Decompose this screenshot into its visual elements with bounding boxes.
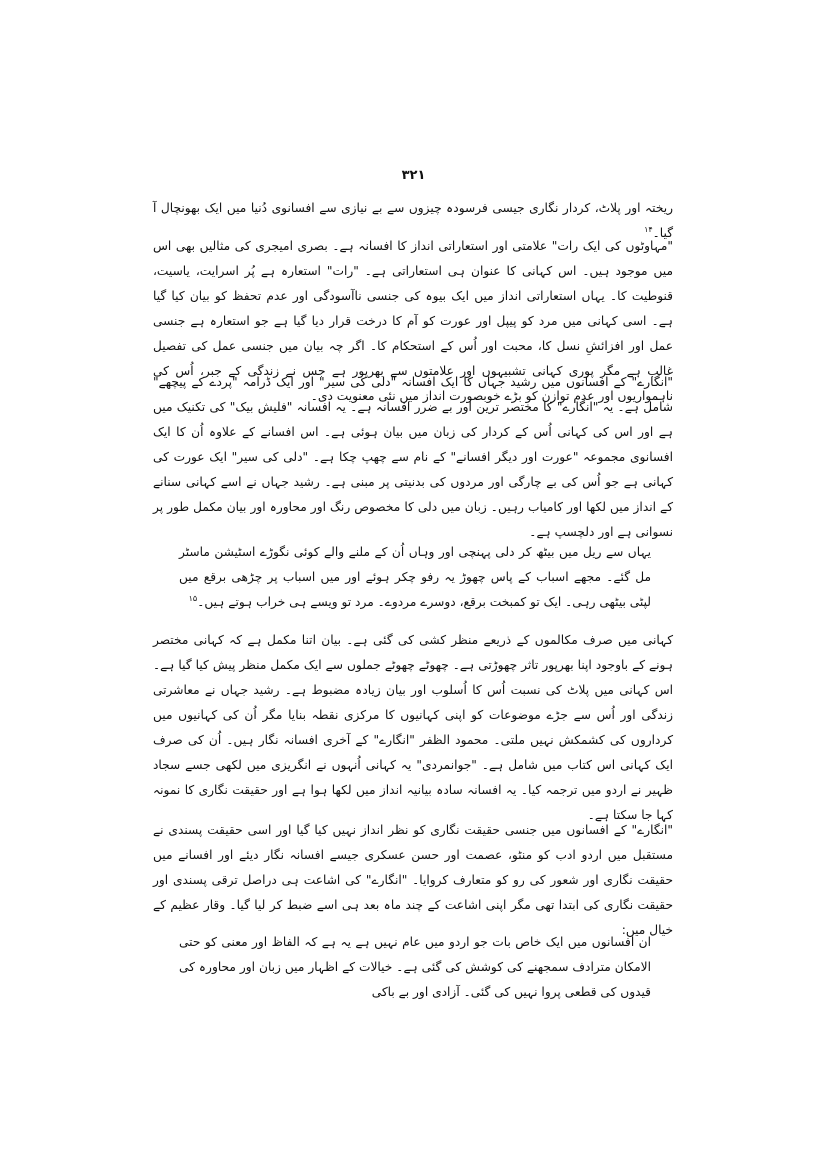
block-quote-2: ان افسانوں میں ایک خاص بات جو اردو میں عام نہیں ہے یہ ہے کہ الفاظ اور معنی کو حتی الامکان مترادف سمجھنے کی کوشش کی گئی ہے۔ خیالات کے اظہار میں زبان اور محاورہ کی قیدوں کی قطعی پروا نہیں کی گئی۔ آزادی اور بے باکی xyxy=(179,935,651,999)
body-text xyxy=(153,540,673,615)
paragraph-text: ریختہ اور پلاٹ، کردار نگاری جیسی فرسودہ چیزوں سے بے نیازی سے افسانوی دُنیا میں ایک بھونچال آ گیا۔ xyxy=(153,201,673,240)
paragraph-4: کہانی میں صرف مکالموں کے ذریعے منظر کشی کی گئی ہے۔ بیان اتنا مکمل ہے کہ کہانی مختصر ہونے کے باوجود اپنا بھرپور تاثر چھوڑتی ہے۔ چھوٹے چھوٹے جملوں سے ایک مکمل منظر پیش کیا گیا ہے۔ اس کہانی میں پلاٹ کی نسبت اُس کا اُسلوب اور بیان زیادہ مضبوط ہے۔ رشید جہاں نے معاشرتی زندگی اور اُس سے جڑے موضوعات کو اپنی کہانیوں کا مرکزی نقطہ بنایا مگر اُن کی کہانیوں میں کرداروں کی کشمکش نہیں ملتی۔ محمود الظفر "انگارے" کے آخری افسانہ نگار ہیں۔ اُن کی صرف ایک کہانی اس کتاب میں شامل ہے۔ "جوانمردی" یہ کہانی اُنہوں نے انگریزی میں لکھی جسے سجاد ظہیر نے اردو میں ترجمہ کیا۔ یہ افسانہ سادہ بیانیہ انداز میں لکھا ہوا ہے اور حقیقت نگاری کا نمونہ کہا جا سکتا ہے۔ xyxy=(153,633,673,822)
body-text xyxy=(153,818,673,943)
body-text xyxy=(153,930,673,1005)
body-text xyxy=(153,370,673,545)
footnote-ref: ۱۵ xyxy=(188,593,198,603)
quote-text: یہاں سے ریل میں بیٹھ کر دلی پہنچی اور وہاں اُن کے ملنے والے کوئی نگوڑے اسٹیشن ماسٹر مل گئے۔ مجھے اسباب کے پاس چھوڑ یہ رفو چکر ہوئے اور میں اسباب پر چڑھی برقع میں لپٹی بیٹھی رہی۔ ایک تو کمبخت برقع، دوسرے مردوے۔ مرد تو ویسے ہی خراب ہوتے ہیں۔ xyxy=(179,545,651,609)
page-number: ۳۲۱ xyxy=(401,168,426,183)
block-quote-1 xyxy=(179,540,651,615)
footnote-ref: ۱۴ xyxy=(644,224,653,234)
body-text xyxy=(153,628,673,828)
paragraph-5: "انگارے" کے افسانوں میں جنسی حقیقت نگاری کو نظر انداز نہیں کیا گیا اور اسی حقیقت پسندی نے مستقبل میں اردو ادب کو منٹو، عصمت اور حسن عسکری جیسے افسانہ نگار دیئے اور افسانے میں حقیقت نگاری اور شعور کی رو کو متعارف کروایا۔ "انگارے" کی اشاعت ہی دراصل ترقی پسندی اور حقیقت نگاری کی ابتدا تھی مگر اپنی اشاعت کے چند ماہ بعد ہی اسے ضبط کر لیا گیا۔ وقار عظیم کے خیال میں: xyxy=(153,823,673,937)
paragraph-2: "مہاوٹوں کی ایک رات" علامتی اور استعاراتی انداز کا افسانہ ہے۔ بصری امیجری کی مثالیں بھی اس میں موجود ہیں۔ اس کہانی کا عنوان ہی استعاراتی ہے۔ "رات" استعارہ ہے پُر اسرایت، یاسیت، قنوطیت کا۔ یہاں استعاراتی انداز میں ایک بیوہ کی جنسی ناآسودگی اور عدم تحفظ کو بیان کیا گیا ہے۔ اسی کہانی میں مرد کو پیپل اور عورت کو آم کا درخت قرار دیا گیا ہے جو استعارہ ہے جنسی عمل اور افزائشِ نسل کا، محبت اور اُس کے استحکام کا۔ اگر چہ بیان میں جنسی عمل کی تفصیل غالب ہے مگر پوری کہانی تشبیہوں اور علامتوں سے بھرپور ہے جس نے زندگی کے جبر، اُس کی ناہمواریوں اور عدم توازن کو بڑے خوبصورت انداز میں نئی معنویت دی۔ xyxy=(153,239,673,403)
paragraph-3: "انگارے" کے افسانوں میں رشید جہاں کا ایک افسانہ "دلی کی سیر" اور ایک ڈرامہ "پردے کے پیچھے" شامل ہے۔ یہ "انگارے" کا مختصر ترین اور بے ضرر افسانہ ہے۔ یہ افسانہ "فلیش بیک" کی تکنیک میں ہے اور اس کی کہانی اُس کے کردار کی زبان میں بیان ہوئی ہے۔ اس افسانے کے علاوہ اُن کا ایک افسانوی مجموعہ "عورت اور دیگر افسانے" کے نام سے چھپ چکا ہے۔ "دلی کی سیر" ایک عورت کی کہانی ہے جو اُس کی بے چارگی اور مردوں کی بدنیتی پر مبنی ہے۔ رشید جہاں نے اسے کہانی سنانے کے انداز میں لکھا اور کامیاب رہیں۔ زبان میں دلی کا مخصوص رنگ اور محاورہ اور بیان مکمل طور پر نسوانی ہے اور دلچسپ ہے۔ xyxy=(153,375,673,539)
